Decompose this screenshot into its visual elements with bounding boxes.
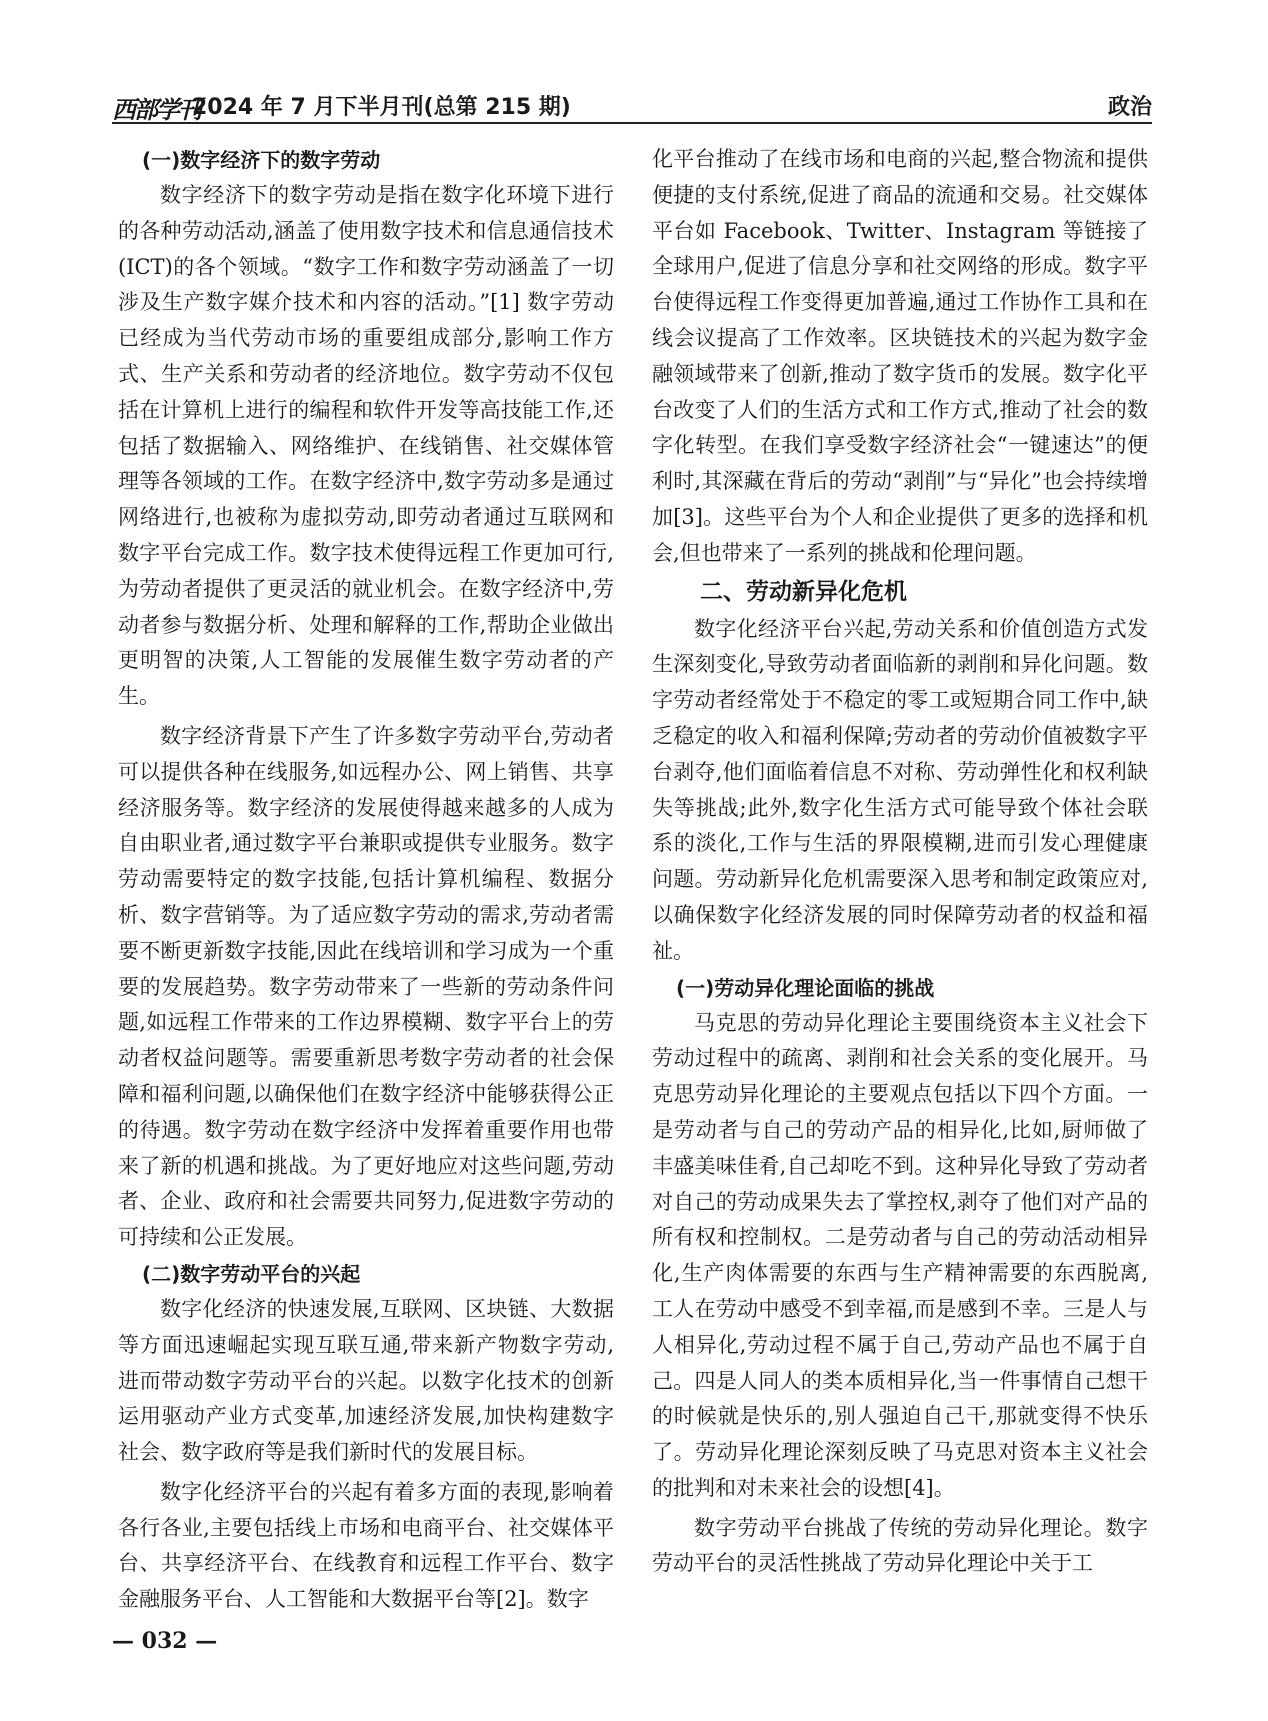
right-column (652, 142, 1148, 1582)
paragraph: 数字劳动平台挑战了传统的劳动异化理论。数字劳动平台的灵活性挑战了劳动异化理论中关于工 (652, 1515, 1148, 1576)
running-header (112, 88, 1152, 124)
page-number: — 032 — (112, 1628, 218, 1654)
subsection-heading-1: (一)数字经济下的数字劳动 (142, 148, 381, 172)
left-column (118, 142, 614, 1618)
paragraph: 数字经济下的数字劳动是指在数字化环境下进行的各种劳动活动,涵盖了使用数字技术和信息通信技术(ICT)的各个领域。“数字工作和数字劳动涵盖了一切涉及生产数字媒介技术和内容的活动。”[1] 数字劳动已经成为当代劳动市场的重要组成部分,影响工作方式、生产关系和劳动者的经济地位。数字劳动不仅包括在计算机上进行的编程和软件开发等高技能工作,还包括了数据输入、网络维护、在线销售、社交媒体管理等各领域的工作。在数字经济中,数字劳动多是通过网络进行,也被称为虚拟劳动,即劳动者通过互联网和数字平台完成工作。数字技术使得远程工作更加可行,为劳动者提供了更灵活的就业机会。在数字经济中,劳动者参与数据分析、处理和解释的工作,帮助企业做出更明智的决策,人工智能的发展催生数字劳动者的产生。 (118, 183, 614, 709)
subsection-heading-2: (二)数字劳动平台的兴起 (142, 1261, 361, 1286)
section-name: 政治 (1107, 95, 1152, 120)
paragraph: 数字化经济平台兴起,劳动关系和价值创造方式发生深刻变化,导致劳动者面临新的剥削和异化问题。数字劳动者经常处于不稳定的零工或短期合同工作中,缺乏稳定的收入和福利保障;劳动者的劳动价值被数字平台剥夺,他们面临着信息不对称、劳动弹性化和权利缺失等挑战;此外,数字化生活方式可能导致个体社会联系的淡化,工作与生活的界限模糊,进而引发心理健康问题。劳动新异化危机需要深入思考和制定政策应对,以确保数字化经济发展的同时保障劳动者的权益和福祉。 (652, 616, 1148, 963)
section-heading-2: 二、劳动新异化危机 (700, 578, 907, 605)
paragraph: 数字化经济的快速发展,互联网、区块链、大数据等方面迅速崛起实现互联互通,带来新产物数字劳动,进而带动数字劳动平台的兴起。以数字化技术的创新运用驱动产业方式变革,加速经济发展,加快构建数字社会、数字政府等是我们新时代的发展目标。 (118, 1296, 614, 1465)
paragraph: 数字经济背景下产生了许多数字劳动平台,劳动者可以提供各种在线服务,如远程办公、网上销售、共享经济服务等。数字经济的发展使得越来越多的人成为自由职业者,通过数字平台兼职或提供专业服务。数字劳动需要特定的数字技能,包括计算机编程、数据分析、数字营销等。为了适应数字劳动的需求,劳动者需要不断更新数字技能,因此在线培训和学习成为一个重要的发展趋势。数字劳动带来了一些新的劳动条件问题,如远程工作带来的工作边界模糊、数字平台上的劳动者权益问题等。需要重新思考数字劳动者的社会保障和福利问题,以确保他们在数字经济中能够获得公正的待遇。数字劳动在数字经济中发挥着重要作用也带来了新的机遇和挑战。为了更好地应对这些问题,劳动者、企业、政府和社会需要共同努力,促进数字劳动的可持续和公正发展。 (118, 723, 614, 1250)
paragraph-continued: 化平台推动了在线市场和电商的兴起,整合物流和提供便捷的支付系统,促进了商品的流通和交易。社交媒体平台如 Facebook、Twitter、Instagram 等链接了全球用户,促进了信息分享和社交网络的形成。数字平台使得远程工作变得更加普遍,通过工作协作工具和在线会议提高了工作效率。区块链技术的兴起为数字金融领域带来了创新,推动了数字货币的发展。数字化平台改变了人们的生活方式和工作方式,推动了社会的数字化转型。在我们享受数字经济社会“一键速达”的便利时,其深藏在背后的劳动“剥削”与“异化”也会持续增加[3]。这些平台为个人和企业提供了更多的选择和机会,但也带来了一系列的挑战和伦理问题。 (652, 147, 1148, 565)
paragraph: 数字化经济平台的兴起有着多方面的表现,影响着各行各业,主要包括线上市场和电商平台、社交媒体平台、共享经济平台、在线教育和远程工作平台、数字金融服务平台、人工智能和大数据平台等[2]。数字 (118, 1479, 614, 1612)
issue-info: 2024 年 7 月下半月刊(总第 215 期) (192, 95, 571, 120)
journal-logo: 西部学刊 (112, 95, 200, 124)
paragraph: 马克思的劳动异化理论主要围绕资本主义社会下劳动过程中的疏离、剥削和社会关系的变化展开。马克思劳动异化理论的主要观点包括以下四个方面。一是劳动者与自己的劳动产品的相异化,比如,厨师做了丰盛美味佳肴,自己却吃不到。这种异化导致了劳动者对自己的劳动成果失去了掌控权,剥夺了他们对产品的所有权和控制权。二是劳动者与自己的劳动活动相异化,生产肉体需要的东西与生产精神需要的东西脱离,工人在劳动中感受不到幸福,而是感到不幸。三是人与人相异化,劳动过程不属于自己,劳动产品也不属于自己。四是人同人的类本质相异化,当一件事情自己想干的时候就是快乐的,别人强迫自己干,那就变得不快乐了。劳动异化理论深刻反映了马克思对资本主义社会的批判和对未来社会的设想[4]。 (652, 1010, 1148, 1500)
subsection-heading-3: (一)劳动异化理论面临的挑战 (676, 975, 935, 1000)
